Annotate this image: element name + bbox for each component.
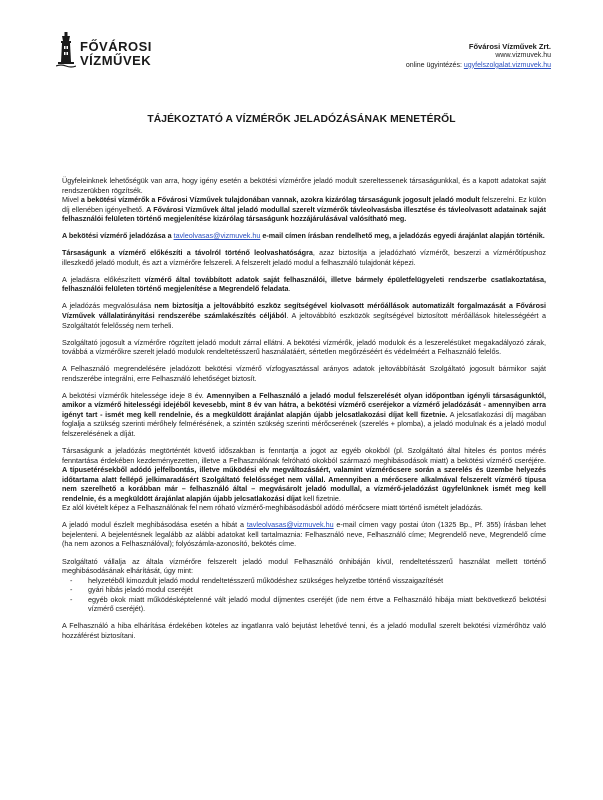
logo-text-line1: FŐVÁROSI xyxy=(80,39,152,54)
company-info xyxy=(406,42,551,70)
validity-text-2: A jelcsatlakozási díj magában foglalja a szükség szerinti mérőhely felmérésének, a szintén szükség szerinti mérőcserének (szerelés + plomba), a jeladó modulnak és a jeladó modul felszerelésének a díját. xyxy=(62,409,546,438)
paragraph-preparation xyxy=(62,248,546,267)
intro-bold-2: A Fővárosi Vízművek által jeladó modullal szerelt vízmérők távleolvasásba illesztése és távleolvasott adatainak saját felhasználói felületen történő megjelenítése kizárólag társaságunk hozzájárulásával valósítható meg. xyxy=(62,204,546,224)
list-item: - egyéb okok miatt működésképtelenné vált jeladó modul díjmentes cseréjét (ide nem értve a Felhasználó hibája miatt bekövetkező bekötési vízmérő cseréjét). xyxy=(62,595,546,614)
paragraph-no-guarantee xyxy=(62,301,546,330)
replacement-bold: A típusetérésekből adódó jelfelbontás, illetve működési elv megváltozásáért, valamint vízmérőcsere során a szerelés és üzembe helyezés időtartama alatt fellépő jelkimaradásért Szolgáltató felelősséget nem vállal. Amennyiben a mérőcsere alkalmával felszerelt vízmérő típusa nem szerelhető a korábban már – felhasználó által – megvásárolt jeladó modullal, a vízmérő-jeladózást ügyfelünknek ismét meg kell rendelnie, és a megküldött árajánlat alapján újabb jelcsatlakozási díjat xyxy=(62,465,546,503)
online-service-link[interactable]: ugyfelszolgalat.vizmuvek.hu xyxy=(463,61,551,69)
replacement-text-2: kell fizetnie. xyxy=(301,493,341,503)
list-item: - gyári hibás jeladó modul cseréjét xyxy=(62,585,546,595)
logo-text-line2: VÍZMŰVEK xyxy=(80,53,152,68)
online-service-label: online ügyintézés: xyxy=(405,61,464,69)
intro-text-2: Mivel xyxy=(62,195,81,205)
replacement-text-3: Ez alól kivételt képez a Felhasználónak fel nem róható vízmérő-meghibásodásból adódó mérőcsere miatt történő ismételt jeladózás. xyxy=(62,503,483,513)
document-title: TÁJÉKOZTATÓ A VÍZMÉRŐK JELADÓZÁSÁNAK MENETÉRŐL xyxy=(147,114,456,125)
paragraph-repair-commitment: Szolgáltató vállalja az általa vízmérőre felszerelt jeladó modul Felhasználó önhibáján kívül, rendeltetésszerű használat mellett történő meghibásodásának elhárítását, úgy mint: xyxy=(62,556,546,576)
email-link-2[interactable]: tavleolvasas@vizmuvek.hu xyxy=(246,520,334,530)
replacement-text-1: Társaságunk a jeladózás megtörténtét követő időszakban is fenntartja a jogot az egyéb okokból (pl. Szolgáltató által hiteles és pontos mérés fenntartása érdekében kezdeményezetten, illetve a Felhasználónak felróható okokból származó meghibásodások miatt) a bekötési vízmérő cseréjére. xyxy=(62,446,546,465)
intro-text-3: felszerelni. Ez külön díj ellenében igényelhető. xyxy=(62,195,546,214)
paragraph-validity xyxy=(62,391,546,439)
validity-bold: Amennyiben a Felhasználó a jeladó modul felszerelését olyan időpontban igényli társaságunktól, amikor a vízmérő hitelességi idejéből kevesebb, mint 8 év van hátra, a bekötési vízmérő cseréjekor a vízmérő jeladózását - amennyiben arra igényt tart - ismét meg kell rendelnie, és a megküldött árajánlat alapján újabb jelcsatlakozási díjat kell fizetnie. xyxy=(62,390,546,419)
intro-text: Ügyfeleinknek lehetőségük van arra, hogy igény esetén a bekötési vízmérőre jeladó modult szereltessenek társaságunkkal, és a kapott adatokat saját rendszerükben rögzítsék. xyxy=(62,176,546,195)
paragraph-access: A Felhasználó a hiba elhárítása érdekében köteles az ingatlanra való bejutást lehetővé tenni, és a jeladó modullal szerelt bekötési vízmérőhöz való hozzáférést biztosítani. xyxy=(62,621,546,640)
online-service-line xyxy=(406,61,551,70)
list-item: - helyzetéből kimozdult jeladó modul rendeltetésszerű működéshez szükséges helyzetbe történő visszaigazítését xyxy=(62,576,546,586)
fault-text-2: e-mail címen vagy postai úton (1325 Bp., Pf. 355) írásban lehet bejelenteni. A bejelentésnek legalább az alábbi adatokat kell tartalmaznia: Felhasználó neve, Felhasználó címe; Megrendelő neve, Megrendelő címe (ha nem azonos a Felhasználóval); folyószámla-azonosító, bekötés címe. xyxy=(62,520,547,549)
company-name: Fővárosi Vízművek Zrt. xyxy=(468,42,551,51)
transfer-text-2: . xyxy=(288,284,291,294)
validity-text-1: A bekötési vízmérők hitelessége ideje 8 év. xyxy=(62,390,207,400)
preparation-text: , azaz biztosítja a jeladózható vízmérőt, beszerzi a vízmérőtípushoz illeszkedő jeladó modult, és azt a vízmérőre felszereli. A felszerelt jeladó modul a felhasználó tulajdonát képezi. xyxy=(62,248,546,267)
transfer-text-1: A jeladásra előkészített xyxy=(62,274,145,284)
order-bold-2: e-mail címen írásban rendelhető meg, a jeladózás egyedi árajánlat alapján történik. xyxy=(260,231,545,241)
paragraph-data-transfer xyxy=(62,275,546,294)
document-body xyxy=(62,176,546,648)
guarantee-text-1: A jeladózás megvalósulása xyxy=(62,301,155,311)
company-website[interactable]: www.vizmuvek.hu xyxy=(495,52,551,60)
paragraph-replacement xyxy=(62,446,546,513)
order-bold-1: A bekötési vízmérő jeladózása a xyxy=(62,231,174,241)
guarantee-bold: nem biztosítja a jeltovábbító eszköz segítségével kiolvasott mérőállások automatizált forgalmazását a Fővárosi Vízművek vállalatirányítási rendszerébe számlakészítés céljából xyxy=(62,301,546,321)
email-link[interactable]: tavleolvasas@vizmuvek.hu xyxy=(173,231,261,241)
paragraph-integration: A Felhasználó megrendelésére jeladózott bekötési vízmérő vízfogyasztással arányos adatok jeltovábbítását Szolgáltató jogosult bármikor saját rendszerébe integrálni, erre Felhasználó lehetőséget biztosít. xyxy=(62,364,546,383)
tower-logo-icon xyxy=(56,32,76,68)
paragraph-order xyxy=(62,231,546,241)
intro-bold-1: a bekötési vízmérők a Fővárosi Vízművek tulajdonában vannak, azokra kizárólag társaságunk jogosult jeladó modult xyxy=(80,195,480,205)
paragraph-fault-report xyxy=(62,520,546,549)
guarantee-text-2: . A jeltovábbító eszközök segítségével biztosított mérőállások hitelességéért a Szolgáltatót felelősség nem terheli. xyxy=(62,311,547,330)
fovarosi-vizmuvek-logo xyxy=(56,32,152,72)
transfer-bold: vízmérő által továbbított adatok saját felhasználói, illetve bármely épületfelügyeleti rendszerbe csatlakoztatása, felhasználói felületen történő megjelenítése a Megrendelő feladata xyxy=(62,274,546,294)
repair-list xyxy=(62,576,546,614)
paragraph-lock: Szolgáltató jogosult a vízmérőre rögzített jeladó modult zárral ellátni. A bekötési vízmérők, jeladó modulok és a leszerelésüket megakadályozó zárak, továbbá a vízmérőkre szerelt jeladó modulok rendeltetésszerű használatáért, sértetlen megőrzéséért és védelméért a Felhasználó felelős. xyxy=(62,337,546,357)
fault-text-1: A jeladó modul észlelt meghibásodása esetén a hibát a xyxy=(62,520,247,530)
paragraph-intro xyxy=(62,176,546,224)
preparation-bold: Társaságunk a vízmérő előkészíti a távolról történő leolvashatóságra xyxy=(62,248,313,258)
